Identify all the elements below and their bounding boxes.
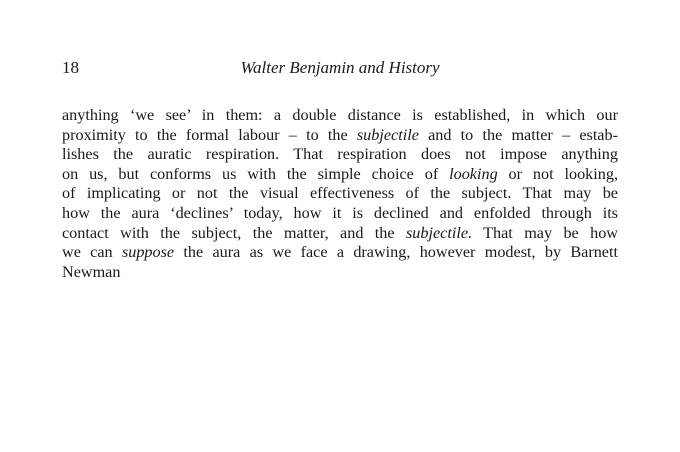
running-title: Walter Benjamin and History	[240, 58, 440, 77]
text-run: and to the matter – estab-	[418, 125, 618, 144]
text-line	[62, 263, 618, 283]
italic-term: suppose	[121, 243, 175, 262]
text-run: how the aura ‘declines’ today, how it is declined and enfolded through its	[62, 203, 618, 222]
text-line	[62, 126, 618, 146]
text-run: anything ‘we see’ in them: a double distance is established, in which our	[62, 106, 618, 124]
text-run: lishes the auratic respiration. That respiration does not impose anything	[62, 145, 618, 164]
italic-term: looking	[449, 164, 498, 183]
page-number: 18	[62, 58, 79, 77]
italic-term: subjectile	[356, 125, 419, 144]
text-line	[62, 145, 618, 165]
running-head	[62, 58, 618, 82]
text-line	[62, 224, 618, 244]
text-run: or not looking,	[497, 164, 618, 183]
body-paragraph	[62, 106, 618, 282]
text-line	[62, 204, 618, 224]
text-run: Newman	[62, 262, 121, 281]
text-run: That may be how	[472, 223, 618, 242]
text-run: on us, but conforms us with the simple choice of	[62, 164, 450, 183]
text-run: proximity to the formal labour – to the	[62, 125, 357, 144]
text-line	[62, 165, 618, 185]
text-run: the aura as we face a drawing, however modest, by Barnett	[174, 243, 618, 262]
text-run: contact with the subject, the matter, and the	[62, 223, 406, 242]
text-run: we can	[62, 243, 122, 262]
text-run: of implicating or not the visual effectiveness of the subject. That may be	[62, 184, 618, 203]
text-line	[62, 106, 618, 126]
italic-term: subjectile.	[405, 223, 473, 242]
text-line	[62, 184, 618, 204]
text-line	[62, 243, 618, 263]
